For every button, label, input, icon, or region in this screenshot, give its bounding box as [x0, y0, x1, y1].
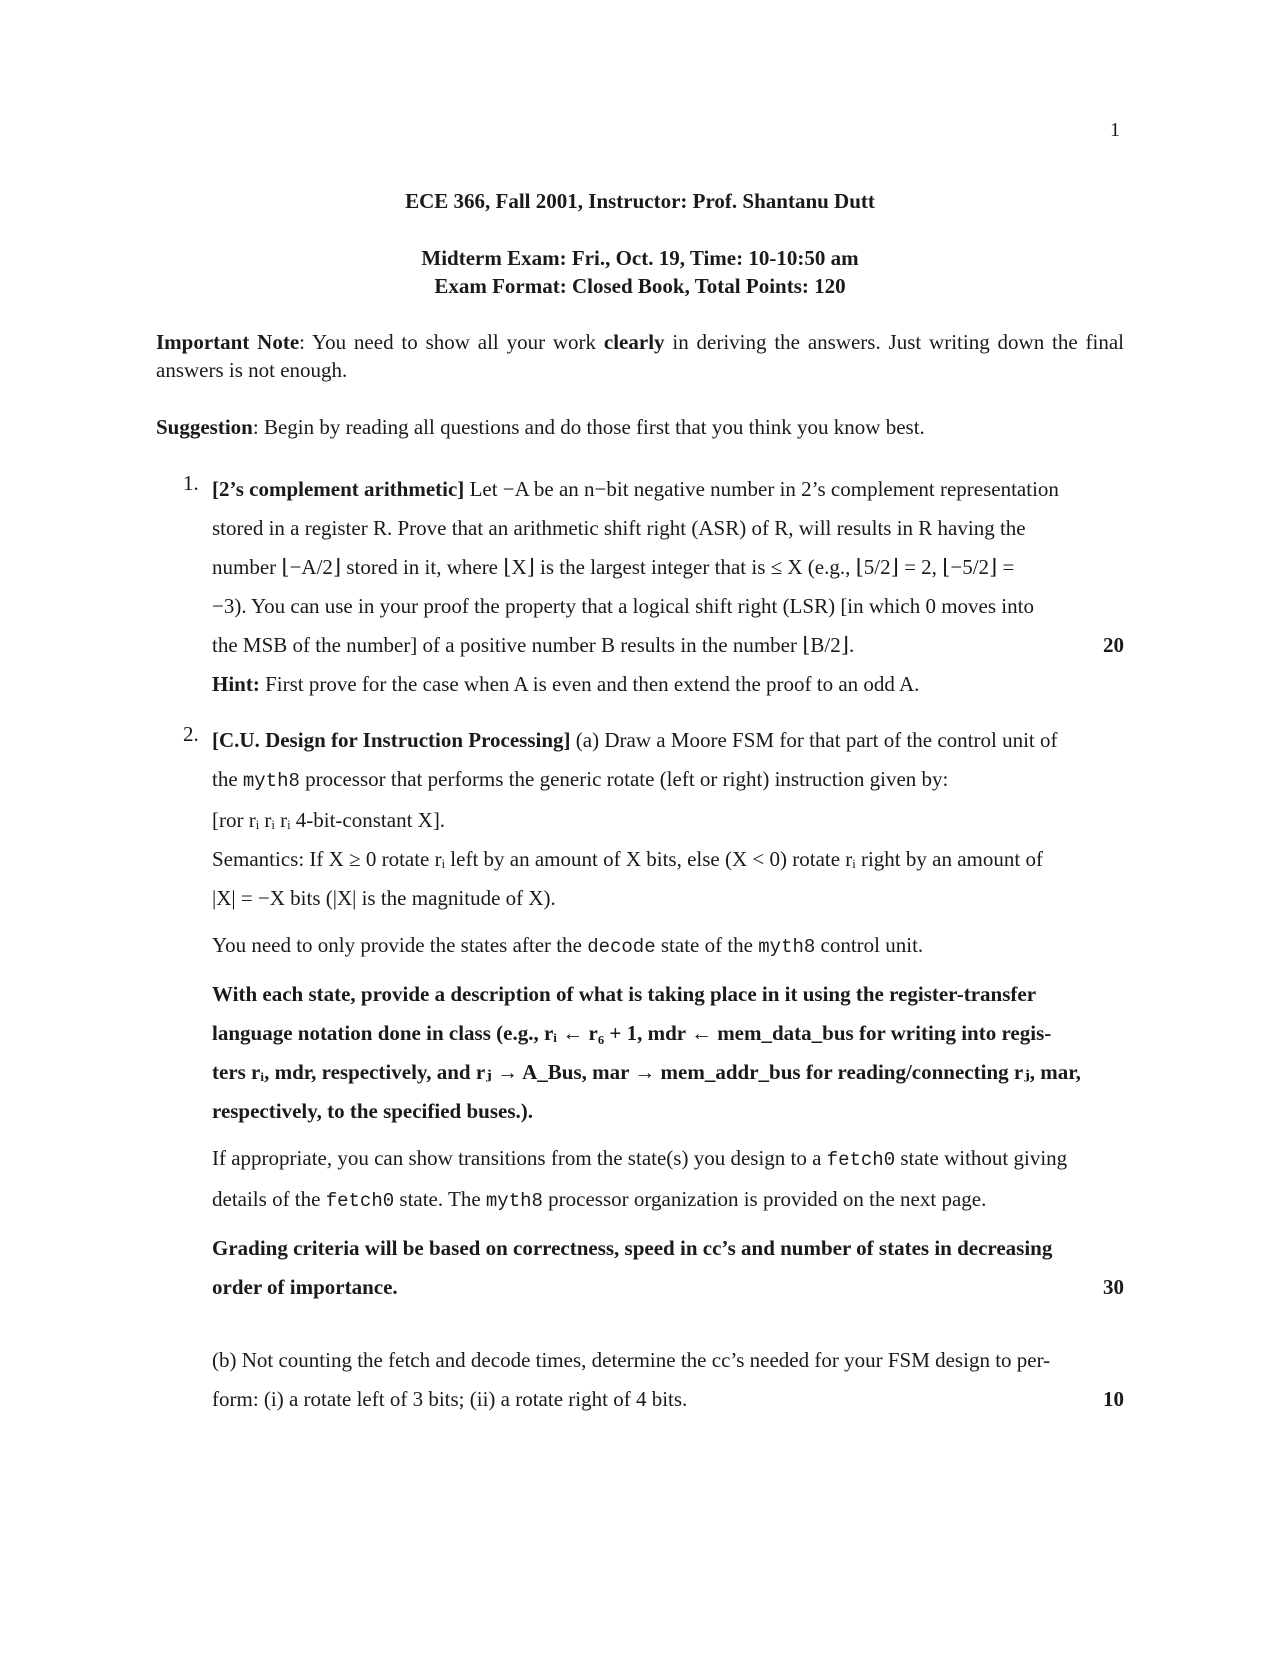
hint-text: First prove for the case when A is even and then extend the proof to an odd A. — [259, 672, 920, 696]
semantics-line2: |X| = −X bits (|X| is the magnitude of X). — [212, 886, 556, 910]
question-number: 2. — [183, 722, 199, 746]
question-number: 1. — [183, 471, 199, 495]
suggestion-text: : Begin by reading all questions and do those first that you think you know best. — [252, 415, 925, 439]
fetch0-code: fetch0 — [325, 1190, 395, 1212]
question-1 — [156, 470, 1124, 704]
grading-line2: order of importance. — [212, 1275, 398, 1299]
page-number: 1 — [1110, 119, 1120, 141]
q2-line2-b: processor that performs the generic rotate (left or right) instruction given by: — [299, 767, 949, 791]
myth8-code: myth8 — [242, 770, 300, 792]
points-label: 20 — [1103, 633, 1124, 657]
if-line2-c: processor organization is provided on the next page. — [542, 1187, 987, 1211]
exam-info — [0, 244, 1280, 300]
exam-format-line: Exam Format: Closed Book, Total Points: 120 — [434, 274, 846, 298]
question-topic: [C.U. Design for Instruction Processing] — [212, 728, 571, 752]
note-text-b: in deriving the answers. Just writing down the final answers is not enough. — [156, 330, 1125, 382]
q2-line2-a: the — [212, 767, 243, 791]
with-line3: ters rᵢ, mdr, respectively, and rⱼ → A_Bus, mar → mem_addr_bus for reading/connecting rⱼ, mar, — [212, 1060, 1081, 1084]
myth8-code: myth8 — [485, 1190, 543, 1212]
decode-code: decode — [587, 936, 656, 958]
with-line2: language notation done in class (e.g., rᵢ ← r₆ + 1, mdr ← mem_data_bus for writing into regis- — [212, 1021, 1052, 1045]
question-topic: [2’s complement arithmetic] — [212, 477, 465, 501]
suggestion-label: Suggestion — [156, 415, 253, 439]
if-line1-a: If appropriate, you can show transitions from the state(s) you design to a — [212, 1146, 827, 1170]
course-name: ECE 366, Fall 2001 — [405, 189, 578, 213]
with-line4: respectively, to the specified buses.). — [212, 1099, 533, 1123]
q1-line5: the MSB of the number] of a positive number B results in the number ⌊B/2⌋. — [212, 633, 855, 657]
states-text-a: You need to only provide the states after the — [212, 933, 588, 957]
q1-line5-row — [212, 626, 1124, 665]
instruction-format: [ror rᵢ rᵢ rᵢ 4-bit-constant X]. — [212, 808, 446, 832]
exam-time-line: Midterm Exam: Fri., Oct. 19, Time: 10-10:50 am — [421, 246, 859, 270]
part-b-line2: form: (i) a rotate left of 3 bits; (ii) a rotate right of 4 bits. — [212, 1387, 688, 1411]
semantics-line1: Semantics: If X ≥ 0 rotate rᵢ left by an amount of X bits, else (X < 0) rotate rᵢ right by an amount of — [212, 847, 1043, 871]
q2-line1: (a) Draw a Moore FSM for that part of the control unit of — [570, 728, 1058, 752]
fetch0-code: fetch0 — [826, 1149, 896, 1171]
course-title — [0, 188, 1280, 214]
note-label: Important Note — [156, 330, 300, 354]
points-label: 10 — [1103, 1387, 1124, 1411]
note-emphasis: clearly — [603, 330, 665, 354]
points-label: 30 — [1103, 1275, 1124, 1299]
with-line1: With each state, provide a description of what is taking place in it using the register-transfer — [212, 982, 1037, 1006]
instructor-name: , Instructor: Prof. Shantanu Dutt — [577, 189, 875, 213]
if-line2-a: details of the — [212, 1187, 326, 1211]
states-text-c: control unit. — [815, 933, 924, 957]
suggestion — [156, 414, 1124, 440]
q1-line1: Let −A be an n−bit negative number in 2’s complement representation — [464, 477, 1059, 501]
q1-line3: number ⌊−A/2⌋ stored in it, where ⌊X⌋ is the largest integer that is ≤ X (e.g., ⌊5/2⌋ = 2, ⌊−5/2⌋ = — [212, 555, 1015, 579]
hint-label: Hint: — [212, 672, 260, 696]
q1-line2: stored in a register R. Prove that an arithmetic shift right (ASR) of R, will results in R having the — [212, 516, 1026, 540]
part-b-line1: (b) Not counting the fetch and decode times, determine the cc’s needed for your FSM design to per- — [212, 1348, 1051, 1372]
states-text-b: state of the — [655, 933, 759, 957]
note-text-a: : You need to show all your work — [299, 330, 604, 354]
question-2 — [156, 721, 1124, 1419]
myth8-code: myth8 — [758, 936, 816, 958]
important-note — [156, 328, 1124, 384]
question-2-body — [212, 721, 1124, 1419]
q1-line4: −3). You can use in your proof the property that a logical shift right (LSR) [in which 0 moves into — [212, 594, 1034, 618]
grading-line1: Grading criteria will be based on correctness, speed in cc’s and number of states in decreasing — [212, 1236, 1053, 1260]
if-line1-b: state without giving — [895, 1146, 1068, 1170]
grading-line2-row — [212, 1268, 1124, 1307]
part-b-line2-row — [212, 1380, 1124, 1419]
question-1-body — [212, 470, 1124, 704]
if-line2-b: state. The — [394, 1187, 486, 1211]
